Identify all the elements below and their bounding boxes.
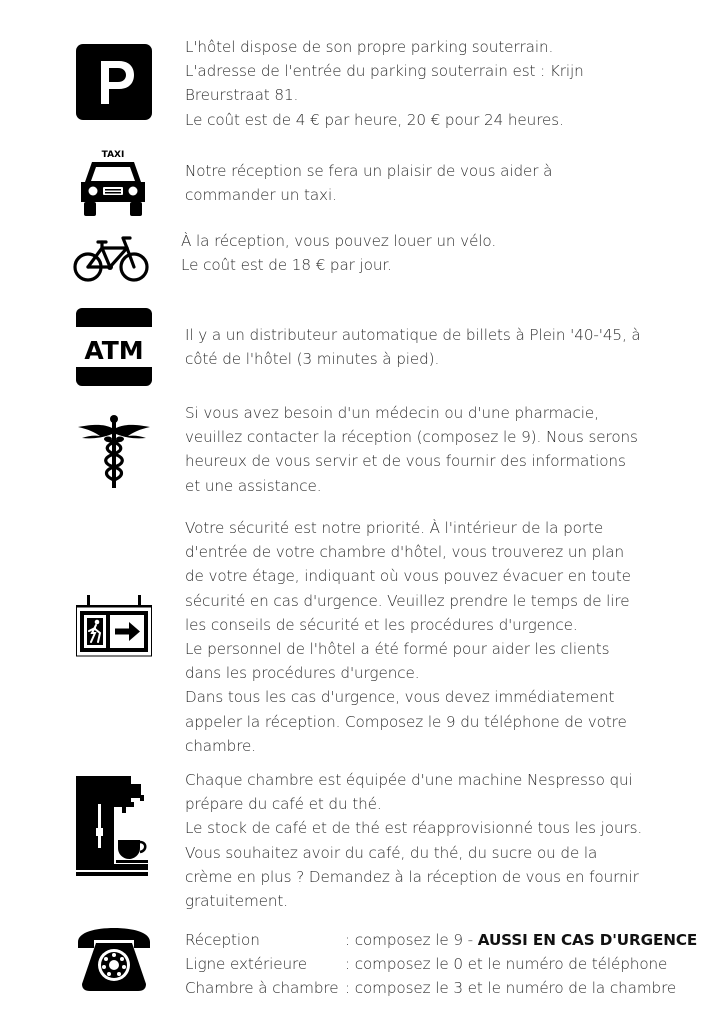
parking-text [185, 35, 584, 132]
phone-row-value [345, 952, 667, 976]
safety-line: de votre étage, indiquant où vous pouvez évacuer en toute [185, 567, 631, 586]
phone-row-label: Ligne extérieure [185, 955, 308, 973]
medical-line: heureux de vous servir et de vous fournir des informations [185, 452, 626, 471]
taxi-line: Notre réception se fera un plaisir de vous aider à [185, 162, 553, 180]
bike-text [181, 229, 496, 277]
atm-line: côté de l'hôtel (3 minutes à pied). [185, 350, 440, 369]
phone-row [185, 976, 705, 1000]
phone-row-value [345, 928, 697, 952]
safety-line: sécurité en cas d'urgence. Veuillez prendre le temps de lire [185, 591, 630, 610]
telephone-icon [76, 928, 152, 992]
atm-label: ATM [84, 336, 144, 365]
coffee-line: Chaque chambre est équipée d'une machine Nespresso qui [185, 771, 633, 789]
parking-line: Le coût est de 4 € par heure, 20 € pour 24 heures. [185, 110, 564, 129]
phone-directory [185, 928, 705, 1000]
emergency-exit-icon [76, 595, 152, 657]
safety-line: dans les procédures d'urgence. [185, 664, 420, 683]
phone-row [185, 928, 705, 952]
coffee-machine-icon [76, 776, 152, 878]
taxi-icon [78, 146, 148, 218]
safety-line: Le personnel de l'hôtel a été formé pour aider les clients [185, 640, 610, 659]
parking-line: L'adresse de l'entrée du parking souterrain est : Krijn [185, 62, 584, 81]
safety-line: les conseils de sécurité et les procédures d'urgence. [185, 615, 578, 634]
coffee-line: Le stock de café et de thé est réapprovisionné tous les jours. [185, 819, 643, 838]
medical-line: veuillez contacter la réception (composez le 9). Nous serons [185, 428, 638, 447]
bicycle-icon [72, 234, 150, 284]
phone-row [185, 952, 705, 976]
atm-icon [76, 308, 152, 386]
parking-icon [76, 44, 152, 120]
phone-row-label: Réception [185, 931, 260, 949]
safety-line: Dans tous les cas d'urgence, vous devez immédiatement [185, 688, 615, 707]
safety-line: d'entrée de votre chambre d'hôtel, vous trouverez un plan [185, 543, 624, 562]
coffee-line: crème en plus ? Demandez à la réception de vous en fournir [185, 867, 639, 886]
coffee-line: prépare du café et du thé. [185, 795, 382, 814]
atm-text [185, 323, 641, 371]
coffee-line: Vous souhaitez avoir du café, du thé, du sucre ou de la [185, 843, 598, 862]
taxi-line: commander un taxi. [185, 186, 337, 205]
phone-row-label: Chambre à chambre [185, 979, 339, 997]
emergency-emphasis: AUSSI EN CAS D'URGENCE [477, 931, 698, 949]
medical-line: et une assistance. [185, 476, 322, 495]
safety-line: chambre. [185, 736, 256, 755]
coffee-line: gratuitement. [185, 892, 289, 911]
safety-line: appeler la réception. Composez le 9 du téléphone de votre [185, 712, 627, 731]
safety-text [185, 516, 631, 758]
phone-row-instruction: : composez le 0 et le numéro de téléphone [345, 955, 668, 973]
phone-row-value [345, 976, 676, 1000]
atm-line: Il y a un distributeur automatique de billets à Plein '40-'45, à [185, 326, 641, 344]
bike-line: Le coût est de 18 € par jour. [181, 256, 392, 275]
phone-row-instruction: : composez le 3 et le numéro de la chambre [345, 979, 677, 997]
caduceus-icon [76, 414, 152, 490]
taxi-label: TAXI [101, 150, 125, 160]
medical-text [185, 401, 638, 498]
safety-line: Votre sécurité est notre priorité. À l'intérieur de la porte [185, 519, 604, 537]
medical-line: Si vous avez besoin d'un médecin ou d'une pharmacie, [185, 404, 599, 422]
coffee-text [185, 768, 642, 913]
parking-line: Breurstraat 81. [185, 86, 299, 105]
bike-line: À la réception, vous pouvez louer un vélo. [181, 232, 497, 250]
parking-line: L'hôtel dispose de son propre parking souterrain. [185, 38, 554, 56]
phone-row-instruction: : composez le 9 - [345, 931, 478, 949]
taxi-text [185, 159, 552, 207]
